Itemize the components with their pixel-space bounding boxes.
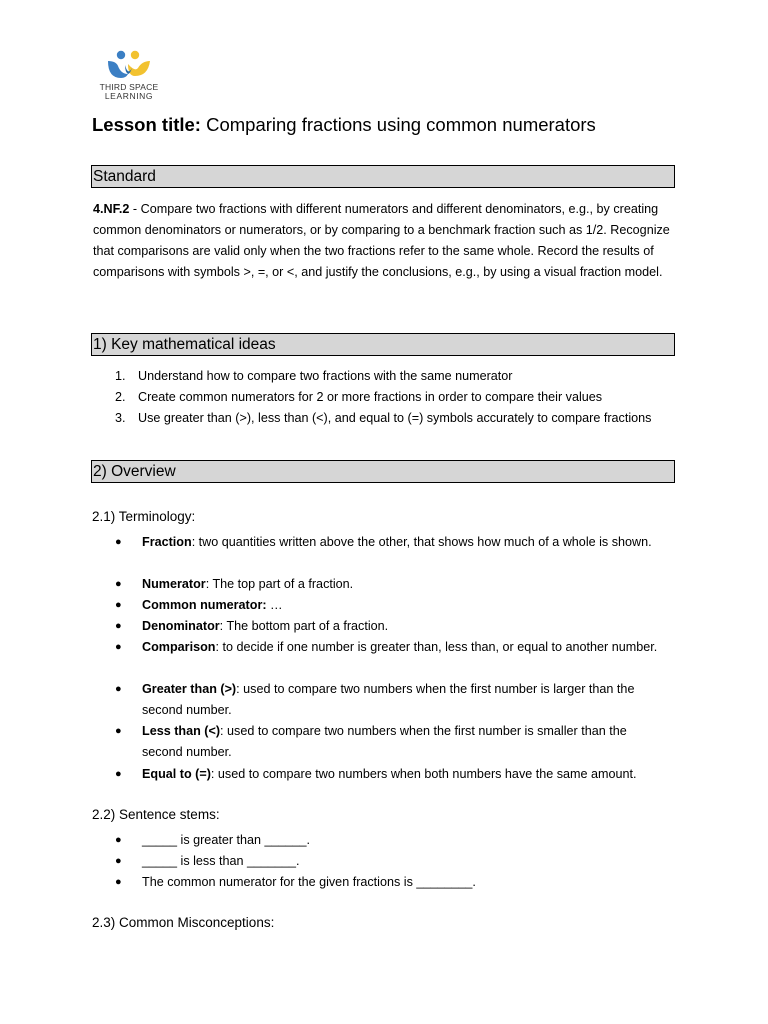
key-idea-text: Create common numerators for 2 or more fractions in order to compare their values (138, 390, 603, 404)
term: Less than (<) (142, 724, 221, 738)
key-idea-item (115, 387, 602, 408)
term-definition: : The bottom part of a fraction. (219, 619, 389, 633)
terminology-item (115, 637, 662, 658)
term: Greater than (>) (142, 682, 237, 696)
key-idea-text: Use greater than (>), less than (<), and equal to (=) symbols accurately to compare fractions (138, 411, 652, 425)
key-idea-number: 2. (115, 390, 126, 404)
terminology-item (115, 532, 662, 553)
term: Comparison (142, 640, 216, 654)
term-definition: : used to compare two numbers when both numbers have the same amount. (210, 767, 637, 781)
terminology-item (115, 595, 662, 616)
bullet-icon: ● (115, 768, 122, 780)
lesson-title-label: Lesson title: (92, 114, 201, 135)
overview-heading: 2) Overview (91, 460, 675, 483)
standard-text (93, 199, 673, 283)
logo-mark-icon (104, 50, 154, 80)
terminology-heading: 2.1) Terminology: (92, 509, 196, 524)
sentence-stem-item (115, 830, 662, 851)
bullet-icon: ● (115, 620, 122, 632)
term-definition: : two quantities written above the other, that shows how much of a whole is shown. (191, 535, 652, 549)
logo-line-2: LEARNING (104, 91, 154, 101)
key-idea-text: Understand how to compare two fractions with the same numerator (138, 369, 513, 383)
bullet-icon: ● (115, 855, 122, 867)
term-definition: : used to compare two numbers when the first number is smaller than the second number. (142, 724, 627, 759)
bullet-icon: ● (115, 683, 122, 695)
standard-code: 4.NF.2 (93, 202, 130, 216)
sentence-stem-item (115, 872, 662, 893)
sentence-stem-item (115, 851, 662, 872)
bullet-icon: ● (115, 599, 122, 611)
bullet-icon: ● (115, 578, 122, 590)
bullet-icon: ● (115, 834, 122, 846)
sentence-stem-text: The common numerator for the given fractions is ________. (142, 875, 476, 889)
terminology-item (115, 679, 662, 721)
bullet-icon: ● (115, 641, 122, 653)
key-idea-item (115, 366, 513, 387)
terminology-item (115, 721, 662, 763)
third-space-learning-logo (96, 50, 162, 102)
term-definition: : to decide if one number is greater than, less than, or equal to another number. (215, 640, 658, 654)
misconceptions-heading: 2.3) Common Misconceptions: (92, 915, 275, 930)
term: Equal to (=) (142, 767, 211, 781)
term-definition: : used to compare two numbers when the first number is larger than the second number. (142, 682, 635, 717)
standard-heading: Standard (91, 165, 675, 188)
terminology-item (115, 574, 662, 595)
sentence-stem-text: _____ is less than _______. (142, 854, 300, 868)
sentence-stem-text: _____ is greater than ______. (142, 833, 311, 847)
key-idea-item (115, 408, 651, 429)
term: Denominator (142, 619, 220, 633)
lesson-title-text: Comparing fractions using common numerators (200, 114, 596, 135)
term: Numerator (142, 577, 206, 591)
bullet-icon: ● (115, 725, 122, 737)
key-idea-number: 1. (115, 369, 126, 383)
terminology-item (115, 616, 662, 637)
logo-line-1: THIRD SPACE (99, 82, 159, 92)
standard-description: - Compare two fractions with different numerators and different denominators, e.g., by creating common denominators or numerators, or by comparing to a benchmark fraction such as 1/2. Recognize that comparisons are valid only when the two fractions refer to the same whole. Record the results of comparisons with symbols >, =, or <, and justify the conclusions, e.g., by using a visual fraction model. (93, 202, 670, 279)
lesson-title (92, 114, 596, 136)
key-ideas-heading: 1) Key mathematical ideas (91, 333, 675, 356)
term: Common numerator: (142, 598, 267, 612)
sentence-stems-heading: 2.2) Sentence stems: (92, 807, 220, 822)
term: Fraction (142, 535, 192, 549)
terminology-item (115, 764, 662, 785)
key-idea-number: 3. (115, 411, 126, 425)
bullet-icon: ● (115, 876, 122, 888)
term-definition: : The top part of a fraction. (205, 577, 354, 591)
bullet-icon: ● (115, 536, 122, 548)
term-definition: … (266, 598, 283, 612)
